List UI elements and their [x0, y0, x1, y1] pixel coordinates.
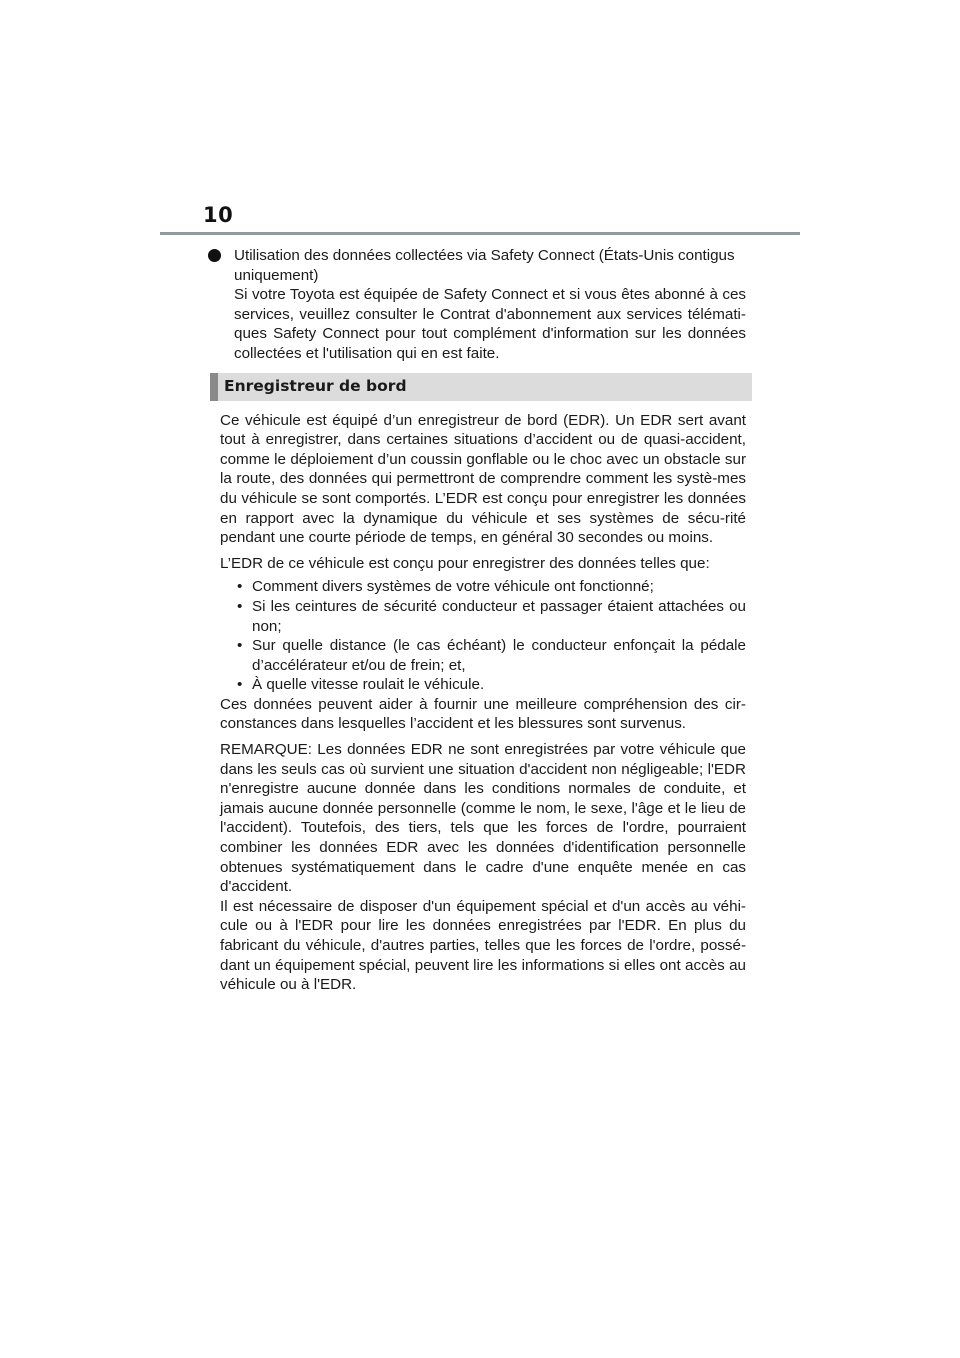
- bullet-dot-icon: [208, 249, 221, 262]
- list-item: • Si les ceintures de sécurité conducteur et passager étaient attachées ou non;: [237, 597, 746, 636]
- edr-equipment-paragraph: Il est nécessaire de disposer d'un équipement spécial et d'un accès au véhi-cule ou à l'EDR pour lire les données enregistrées par l'EDR. En plus du fabricant du véhicule, d'autres parties, telles que les forces de l'ordre, possé-dant un équipement spécial, peuvent lire les informations si elles ont accès au véhicule ou à l'EDR.: [220, 897, 746, 994]
- page-content: [220, 246, 746, 995]
- section-header: [210, 373, 752, 401]
- edr-after-list-paragraph: Ces données peuvent aider à fournir une meilleure compréhension des cir-constances dans lesquelles l’accident et les blessures sont survenus.: [220, 695, 746, 733]
- section-title: Enregistreur de bord: [224, 376, 407, 395]
- bullet-title: Utilisation des données collectées via Safety Connect (États-Unis contigus uniquement): [234, 247, 735, 284]
- edr-remarque-paragraph: REMARQUE: Les données EDR ne sont enregistrées par votre véhicule que dans les seuls cas où survient une situation d'accident non négligeable; l'EDR n'enregistre aucune donnée dans les conditions normales de conduite, et jamais aucune donnée personnelle (comme le nom, le sexe, l'âge et le lieu de l'accident). Toutefois, des tiers, tels que les forces de l'ordre, pourraient combiner les données EDR avec les données d'identification personnelle obtenues systématiquement dans le cadre d'une enquête menée en cas d'accident.: [220, 741, 746, 896]
- edr-intro-paragraph: Ce véhicule est équipé d’un enregistreur de bord (EDR). Un EDR sert avant tout à enregistrer, dans certaines situations d’accident ou de quasi-accident, comme le déploiement d’un coussin gonflable ou le choc avec un obstacle sur la route, des données qui permettront de comprendre comment les systè-mes du véhicule se sont comportés. L’EDR est conçu pour enregistrer les données en rapport avec la dynamique du véhicule et ses systèmes de sécu-rité pendant une courte période de temps, en général 30 secondes ou moins.: [220, 411, 746, 547]
- safety-connect-bullet: [216, 246, 746, 364]
- header-rule: [160, 232, 800, 235]
- list-item: • Comment divers systèmes de votre véhicule ont fonctionné;: [237, 577, 746, 597]
- list-item: • Sur quelle distance (le cas échéant) le conducteur enfonçait la pédale d’accélérateur et/ou de frein; et,: [237, 636, 746, 675]
- bullet-body: Si votre Toyota est équipée de Safety Connect et si vous êtes abonné à ces services, veuillez consulter le Contrat d'abonnement aux services télémati-ques Safety Connect pour tout complément d'information sur les données collectées et l'utilisation qui en est faite.: [234, 286, 746, 362]
- page-number: 10: [203, 203, 234, 227]
- section-body: [220, 411, 746, 995]
- edr-list-intro: L’EDR de ce véhicule est conçu pour enregistrer des données telles que:: [220, 554, 710, 572]
- edr-data-list: [220, 577, 746, 695]
- list-item: • À quelle vitesse roulait le véhicule.: [237, 675, 746, 695]
